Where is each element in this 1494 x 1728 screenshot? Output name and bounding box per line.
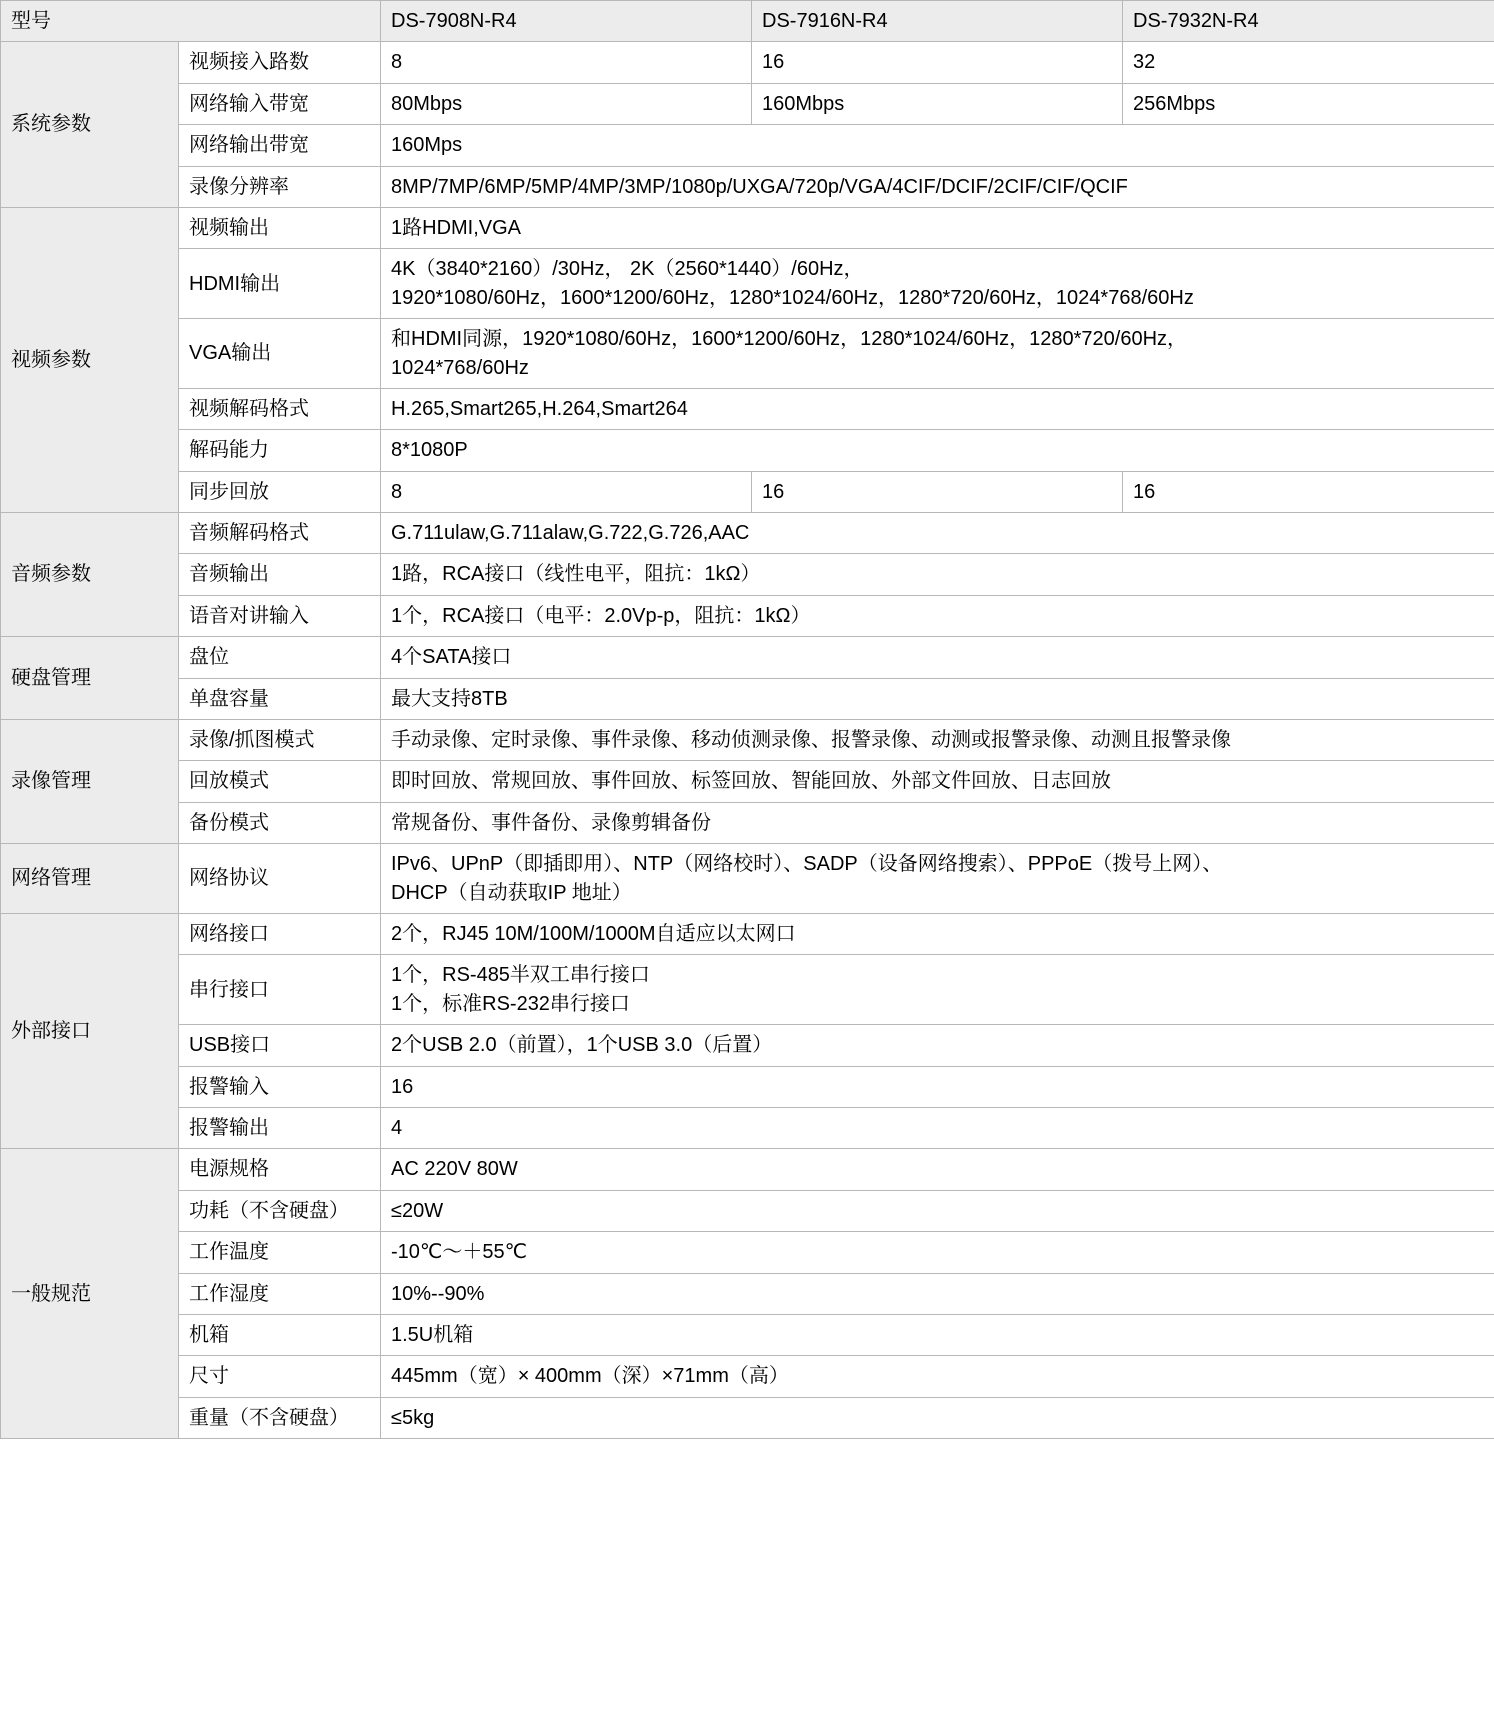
row-value-all-models: ≤5kg — [381, 1397, 1494, 1438]
table-row — [1, 1149, 1494, 1190]
row-item-label: 重量（不含硬盘） — [179, 1397, 381, 1438]
row-group-label: 视频参数 — [1, 207, 179, 512]
row-item-label: USB接口 — [179, 1025, 381, 1066]
row-value-all-models: 445mm（宽）× 400mm（深）×71mm（高） — [381, 1356, 1494, 1397]
table-row — [1, 513, 1494, 554]
row-value-all-models: 8*1080P — [381, 430, 1494, 471]
row-item-label: HDMI输出 — [179, 249, 381, 319]
table-row — [1, 802, 1494, 843]
row-group-label: 系统参数 — [1, 42, 179, 208]
row-value-model-1: 80Mbps — [381, 83, 752, 124]
table-header — [1, 1, 1494, 42]
row-value-all-models: 即时回放、常规回放、事件回放、标签回放、智能回放、外部文件回放、日志回放 — [381, 761, 1494, 802]
row-group-label: 硬盘管理 — [1, 637, 179, 720]
row-item-label: 盘位 — [179, 637, 381, 678]
row-item-label: 同步回放 — [179, 471, 381, 512]
row-item-label: 视频解码格式 — [179, 388, 381, 429]
table-row — [1, 554, 1494, 595]
table-row — [1, 1232, 1494, 1273]
row-value-all-models: H.265,Smart265,H.264,Smart264 — [381, 388, 1494, 429]
table-row — [1, 1273, 1494, 1314]
row-value-all-models: G.711ulaw,G.711alaw,G.722,G.726,AAC — [381, 513, 1494, 554]
row-item-label: 功耗（不含硬盘） — [179, 1190, 381, 1231]
row-item-label: 网络输出带宽 — [179, 125, 381, 166]
row-item-label: 网络协议 — [179, 844, 381, 914]
row-item-label: 录像分辨率 — [179, 166, 381, 207]
row-value-all-models: 8MP/7MP/6MP/5MP/4MP/3MP/1080p/UXGA/720p/VGA/4CIF/DCIF/2CIF/CIF/QCIF — [381, 166, 1494, 207]
row-item-label: 工作湿度 — [179, 1273, 381, 1314]
table-row — [1, 125, 1494, 166]
row-value-all-models: 160Mps — [381, 125, 1494, 166]
row-value-model-2: 16 — [752, 471, 1123, 512]
row-value-all-models: 1路，RCA接口（线性电平，阻抗：1kΩ） — [381, 554, 1494, 595]
row-group-label: 一般规范 — [1, 1149, 179, 1439]
row-item-label: 视频输出 — [179, 207, 381, 248]
table-row — [1, 471, 1494, 512]
row-value-all-models: 4 — [381, 1107, 1494, 1148]
header-model-1: DS-7908N-R4 — [381, 1, 752, 42]
row-item-label: 语音对讲输入 — [179, 595, 381, 636]
row-value-model-2: 160Mbps — [752, 83, 1123, 124]
header-model-label: 型号 — [1, 1, 381, 42]
table-row — [1, 1107, 1494, 1148]
row-value-all-models: 2个USB 2.0（前置），1个USB 3.0（后置） — [381, 1025, 1494, 1066]
table-row — [1, 720, 1494, 761]
row-item-label: 机箱 — [179, 1314, 381, 1355]
table-row — [1, 844, 1494, 914]
row-value-all-models: ≤20W — [381, 1190, 1494, 1231]
row-value-all-models: 最大支持8TB — [381, 678, 1494, 719]
header-model-3: DS-7932N-R4 — [1123, 1, 1494, 42]
table-row — [1, 388, 1494, 429]
row-item-label: 报警输出 — [179, 1107, 381, 1148]
row-value-all-models: 和HDMI同源，1920*1080/60Hz，1600*1200/60Hz，1280*1024/60Hz，1280*720/60Hz， 1024*768/60Hz — [381, 319, 1494, 389]
table-row — [1, 913, 1494, 954]
row-item-label: 单盘容量 — [179, 678, 381, 719]
row-item-label: VGA输出 — [179, 319, 381, 389]
row-item-label: 回放模式 — [179, 761, 381, 802]
row-group-label: 外部接口 — [1, 913, 179, 1148]
row-value-all-models: -10℃～＋55℃ — [381, 1232, 1494, 1273]
table-row — [1, 83, 1494, 124]
table-row — [1, 1066, 1494, 1107]
row-value-model-1: 8 — [381, 471, 752, 512]
row-value-all-models: 2个，RJ45 10M/100M/1000M自适应以太网口 — [381, 913, 1494, 954]
table-row — [1, 595, 1494, 636]
row-value-model-2: 16 — [752, 42, 1123, 83]
row-item-label: 电源规格 — [179, 1149, 381, 1190]
row-item-label: 网络输入带宽 — [179, 83, 381, 124]
row-value-model-3: 256Mbps — [1123, 83, 1494, 124]
row-value-all-models: 1个，RCA接口（电平：2.0Vp-p，阻抗：1kΩ） — [381, 595, 1494, 636]
row-item-label: 尺寸 — [179, 1356, 381, 1397]
row-item-label: 报警输入 — [179, 1066, 381, 1107]
row-value-all-models: 10%--90% — [381, 1273, 1494, 1314]
table-header-row — [1, 1, 1494, 42]
table-row — [1, 166, 1494, 207]
row-item-label: 网络接口 — [179, 913, 381, 954]
row-item-label: 视频接入路数 — [179, 42, 381, 83]
table-row — [1, 1314, 1494, 1355]
row-value-model-1: 8 — [381, 42, 752, 83]
row-item-label: 工作温度 — [179, 1232, 381, 1273]
row-value-all-models: AC 220V 80W — [381, 1149, 1494, 1190]
row-item-label: 录像/抓图模式 — [179, 720, 381, 761]
table-row — [1, 249, 1494, 319]
table-row — [1, 207, 1494, 248]
table-row — [1, 1397, 1494, 1438]
row-value-all-models: 常规备份、事件备份、录像剪辑备份 — [381, 802, 1494, 843]
row-value-all-models: 1.5U机箱 — [381, 1314, 1494, 1355]
row-group-label: 音频参数 — [1, 513, 179, 637]
row-value-all-models: 4个SATA接口 — [381, 637, 1494, 678]
row-value-model-3: 32 — [1123, 42, 1494, 83]
table-row — [1, 1190, 1494, 1231]
row-item-label: 备份模式 — [179, 802, 381, 843]
table-row — [1, 1356, 1494, 1397]
row-value-all-models: 1路HDMI,VGA — [381, 207, 1494, 248]
row-value-all-models: 16 — [381, 1066, 1494, 1107]
table-row — [1, 678, 1494, 719]
header-model-2: DS-7916N-R4 — [752, 1, 1123, 42]
row-item-label: 串行接口 — [179, 955, 381, 1025]
row-item-label: 解码能力 — [179, 430, 381, 471]
table-row — [1, 761, 1494, 802]
table-row — [1, 430, 1494, 471]
table-row — [1, 319, 1494, 389]
row-value-model-3: 16 — [1123, 471, 1494, 512]
table-row — [1, 42, 1494, 83]
table-row — [1, 955, 1494, 1025]
table-row — [1, 637, 1494, 678]
row-group-label: 录像管理 — [1, 720, 179, 844]
row-value-all-models: IPv6、UPnP（即插即用）、NTP（网络校时）、SADP（设备网络搜索）、PPPoE（拨号上网）、 DHCP（自动获取IP 地址） — [381, 844, 1494, 914]
row-value-all-models: 1个，RS-485半双工串行接口 1个，标准RS-232串行接口 — [381, 955, 1494, 1025]
row-group-label: 网络管理 — [1, 844, 179, 914]
table-body — [1, 42, 1494, 1439]
table-row — [1, 1025, 1494, 1066]
row-item-label: 音频解码格式 — [179, 513, 381, 554]
row-item-label: 音频输出 — [179, 554, 381, 595]
row-value-all-models: 手动录像、定时录像、事件录像、移动侦测录像、报警录像、动测或报警录像、动测且报警录像 — [381, 720, 1494, 761]
row-value-all-models: 4K（3840*2160）/30Hz， 2K（2560*1440）/60Hz， 1920*1080/60Hz，1600*1200/60Hz，1280*1024/60Hz，1280*720/60Hz，1024*768/60Hz — [381, 249, 1494, 319]
